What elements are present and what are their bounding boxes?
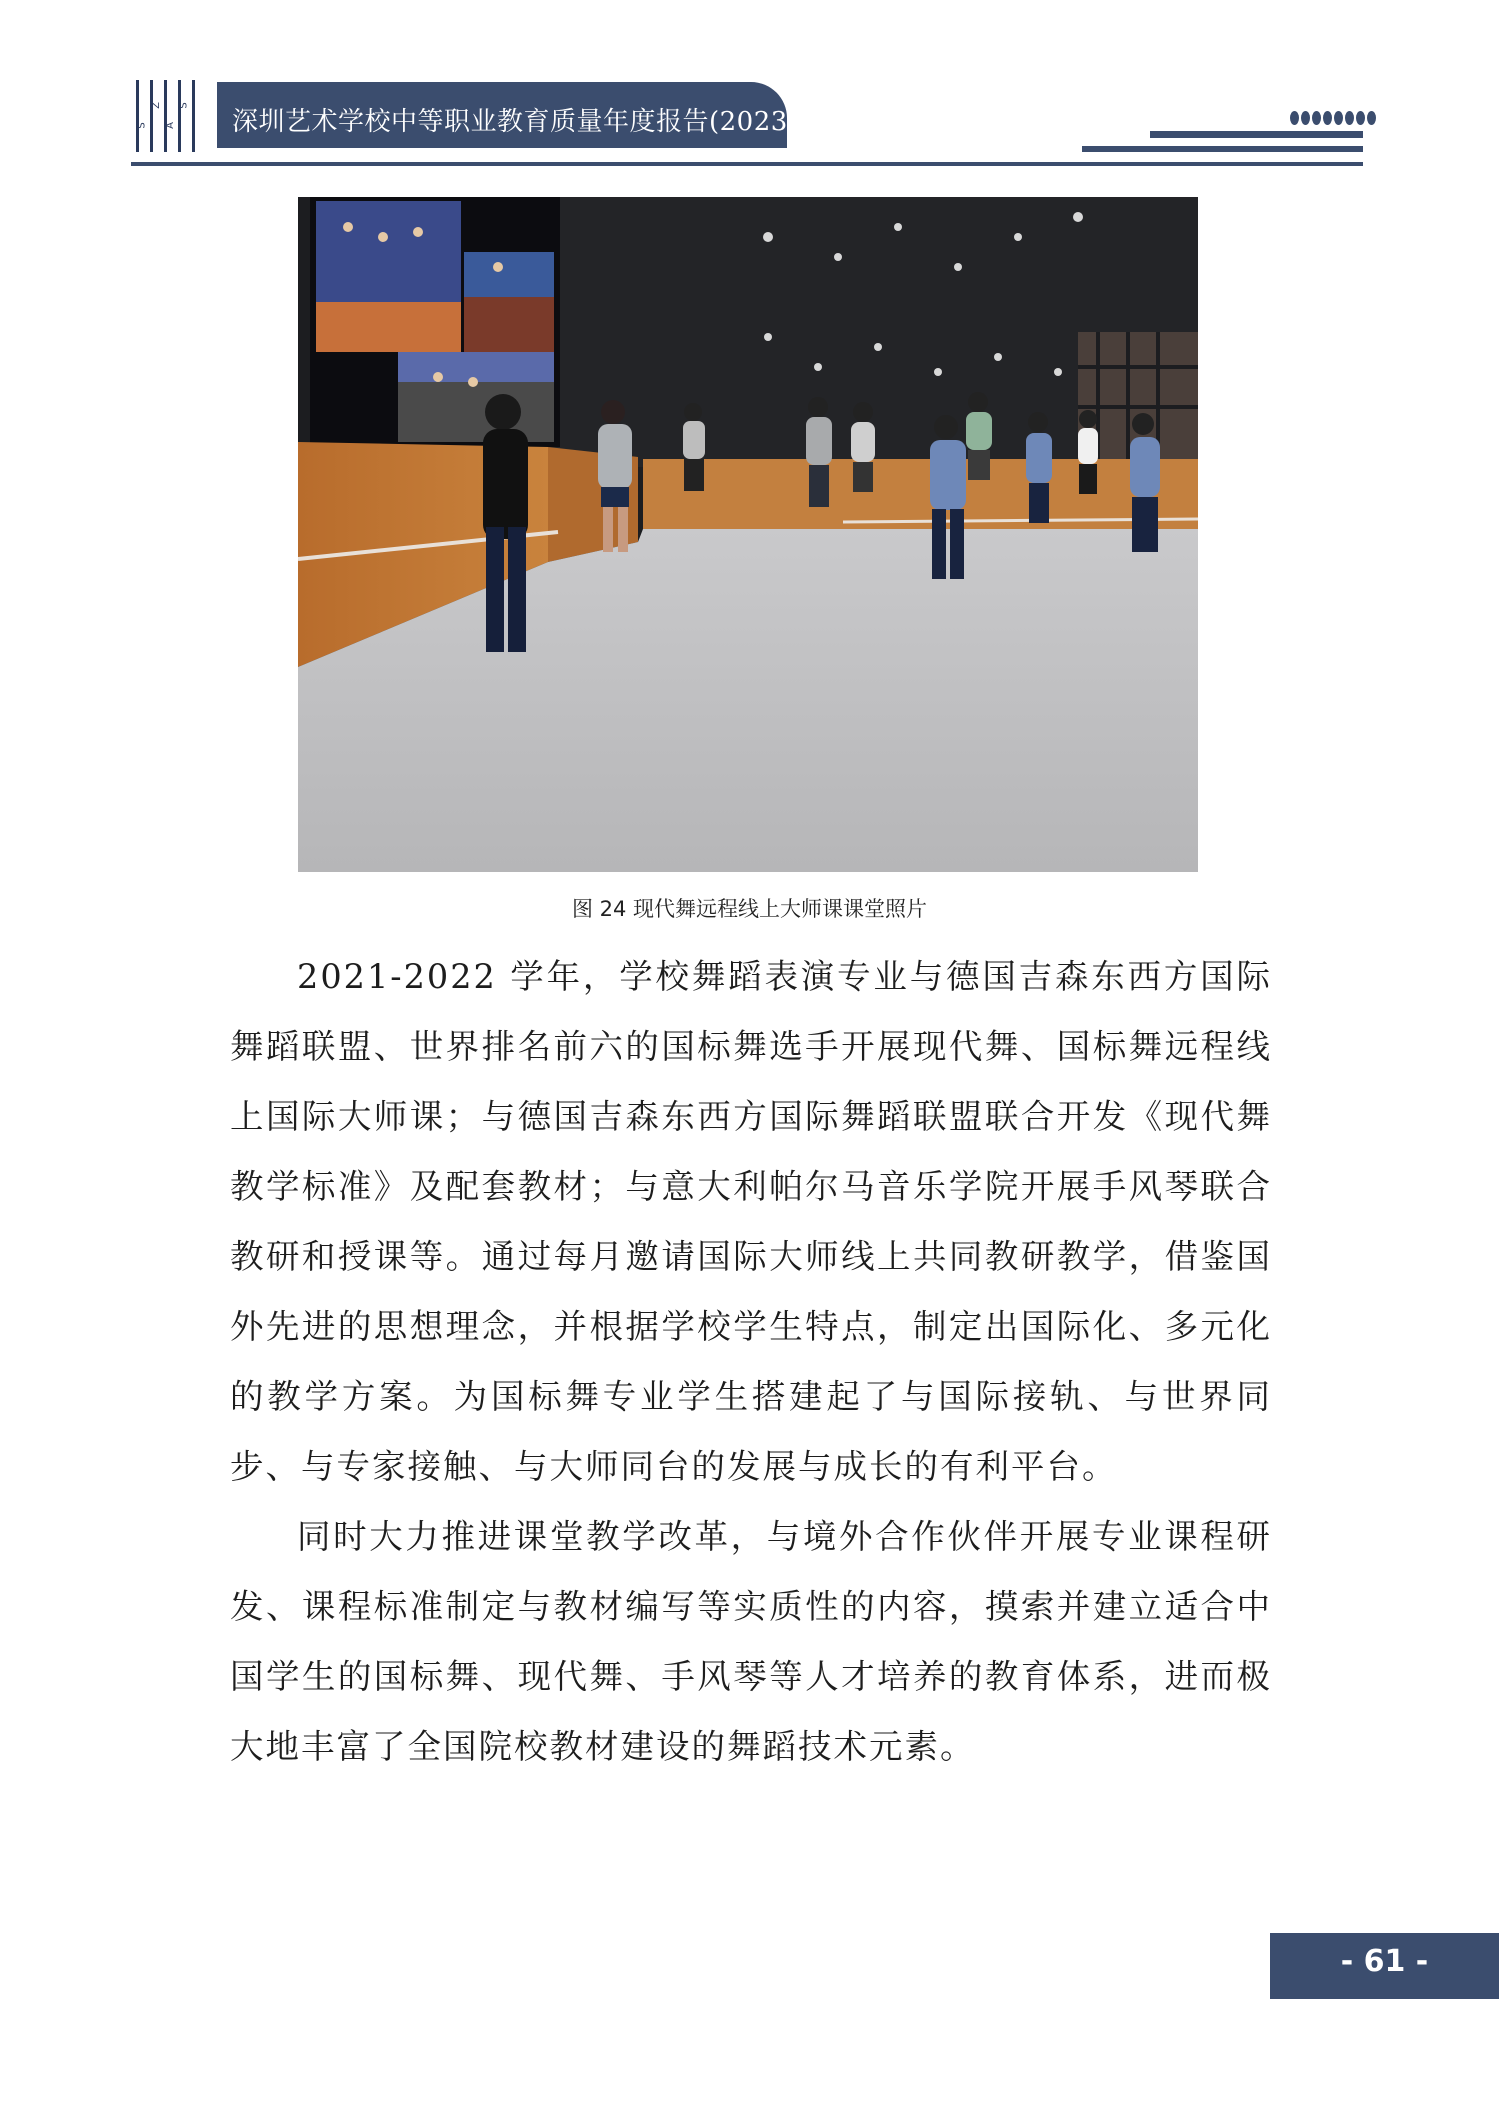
logo-bar <box>150 80 153 152</box>
logo-letter: S <box>136 122 148 129</box>
logo-bar <box>136 80 139 152</box>
logo-letter: A <box>164 122 176 129</box>
logo-letter: S <box>178 102 190 109</box>
logo-bar <box>164 80 167 152</box>
header-rule <box>1150 131 1363 138</box>
body-text <box>230 942 1272 1782</box>
logo-letter: Z <box>150 102 162 109</box>
header-dots <box>1290 111 1376 125</box>
figure-caption: 图 24 现代舞远程线上大师课课堂照片 <box>571 897 928 921</box>
logo-bar <box>192 80 195 152</box>
school-logo <box>136 80 200 152</box>
logo-bar <box>178 80 181 152</box>
header-rule <box>131 162 1363 166</box>
body-paragraph: 2021-2022 学年，学校舞蹈表演专业与德国吉森东西方国际舞蹈联盟、世界排名前六的国标舞选手开展现代舞、国标舞远程线上国际大师课；与德国吉森东西方国际舞蹈联盟联合开发《现代舞教学标准》及配套教材；与意大利帕尔马音乐学院开展手风琴联合教研和授课等。通过每月邀请国际大师线上共同教研教学，借鉴国外先进的思想理念，并根据学校学生特点，制定出国际化、多元化的教学方案。为国标舞专业学生搭建起了与国际接轨、与世界同步、与专家接触、与大师同台的发展与成长的有利平台。 <box>230 957 1272 1486</box>
header-rule <box>1082 146 1363 152</box>
report-title: 深圳艺术学校中等职业教育质量年度报告(2023) <box>232 107 799 137</box>
dance-class-photo <box>298 197 1198 872</box>
body-paragraph: 同时大力推进课堂教学改革，与境外合作伙伴开展专业课程研发、课程标准制定与教材编写等实质性的内容，摸索并建立适合中国学生的国标舞、现代舞、手风琴等人才培养的教育体系，进而极大地丰富了全国院校教材建设的舞蹈技术元素。 <box>230 1517 1272 1766</box>
page-number: - 61 - <box>1340 1944 1429 1979</box>
